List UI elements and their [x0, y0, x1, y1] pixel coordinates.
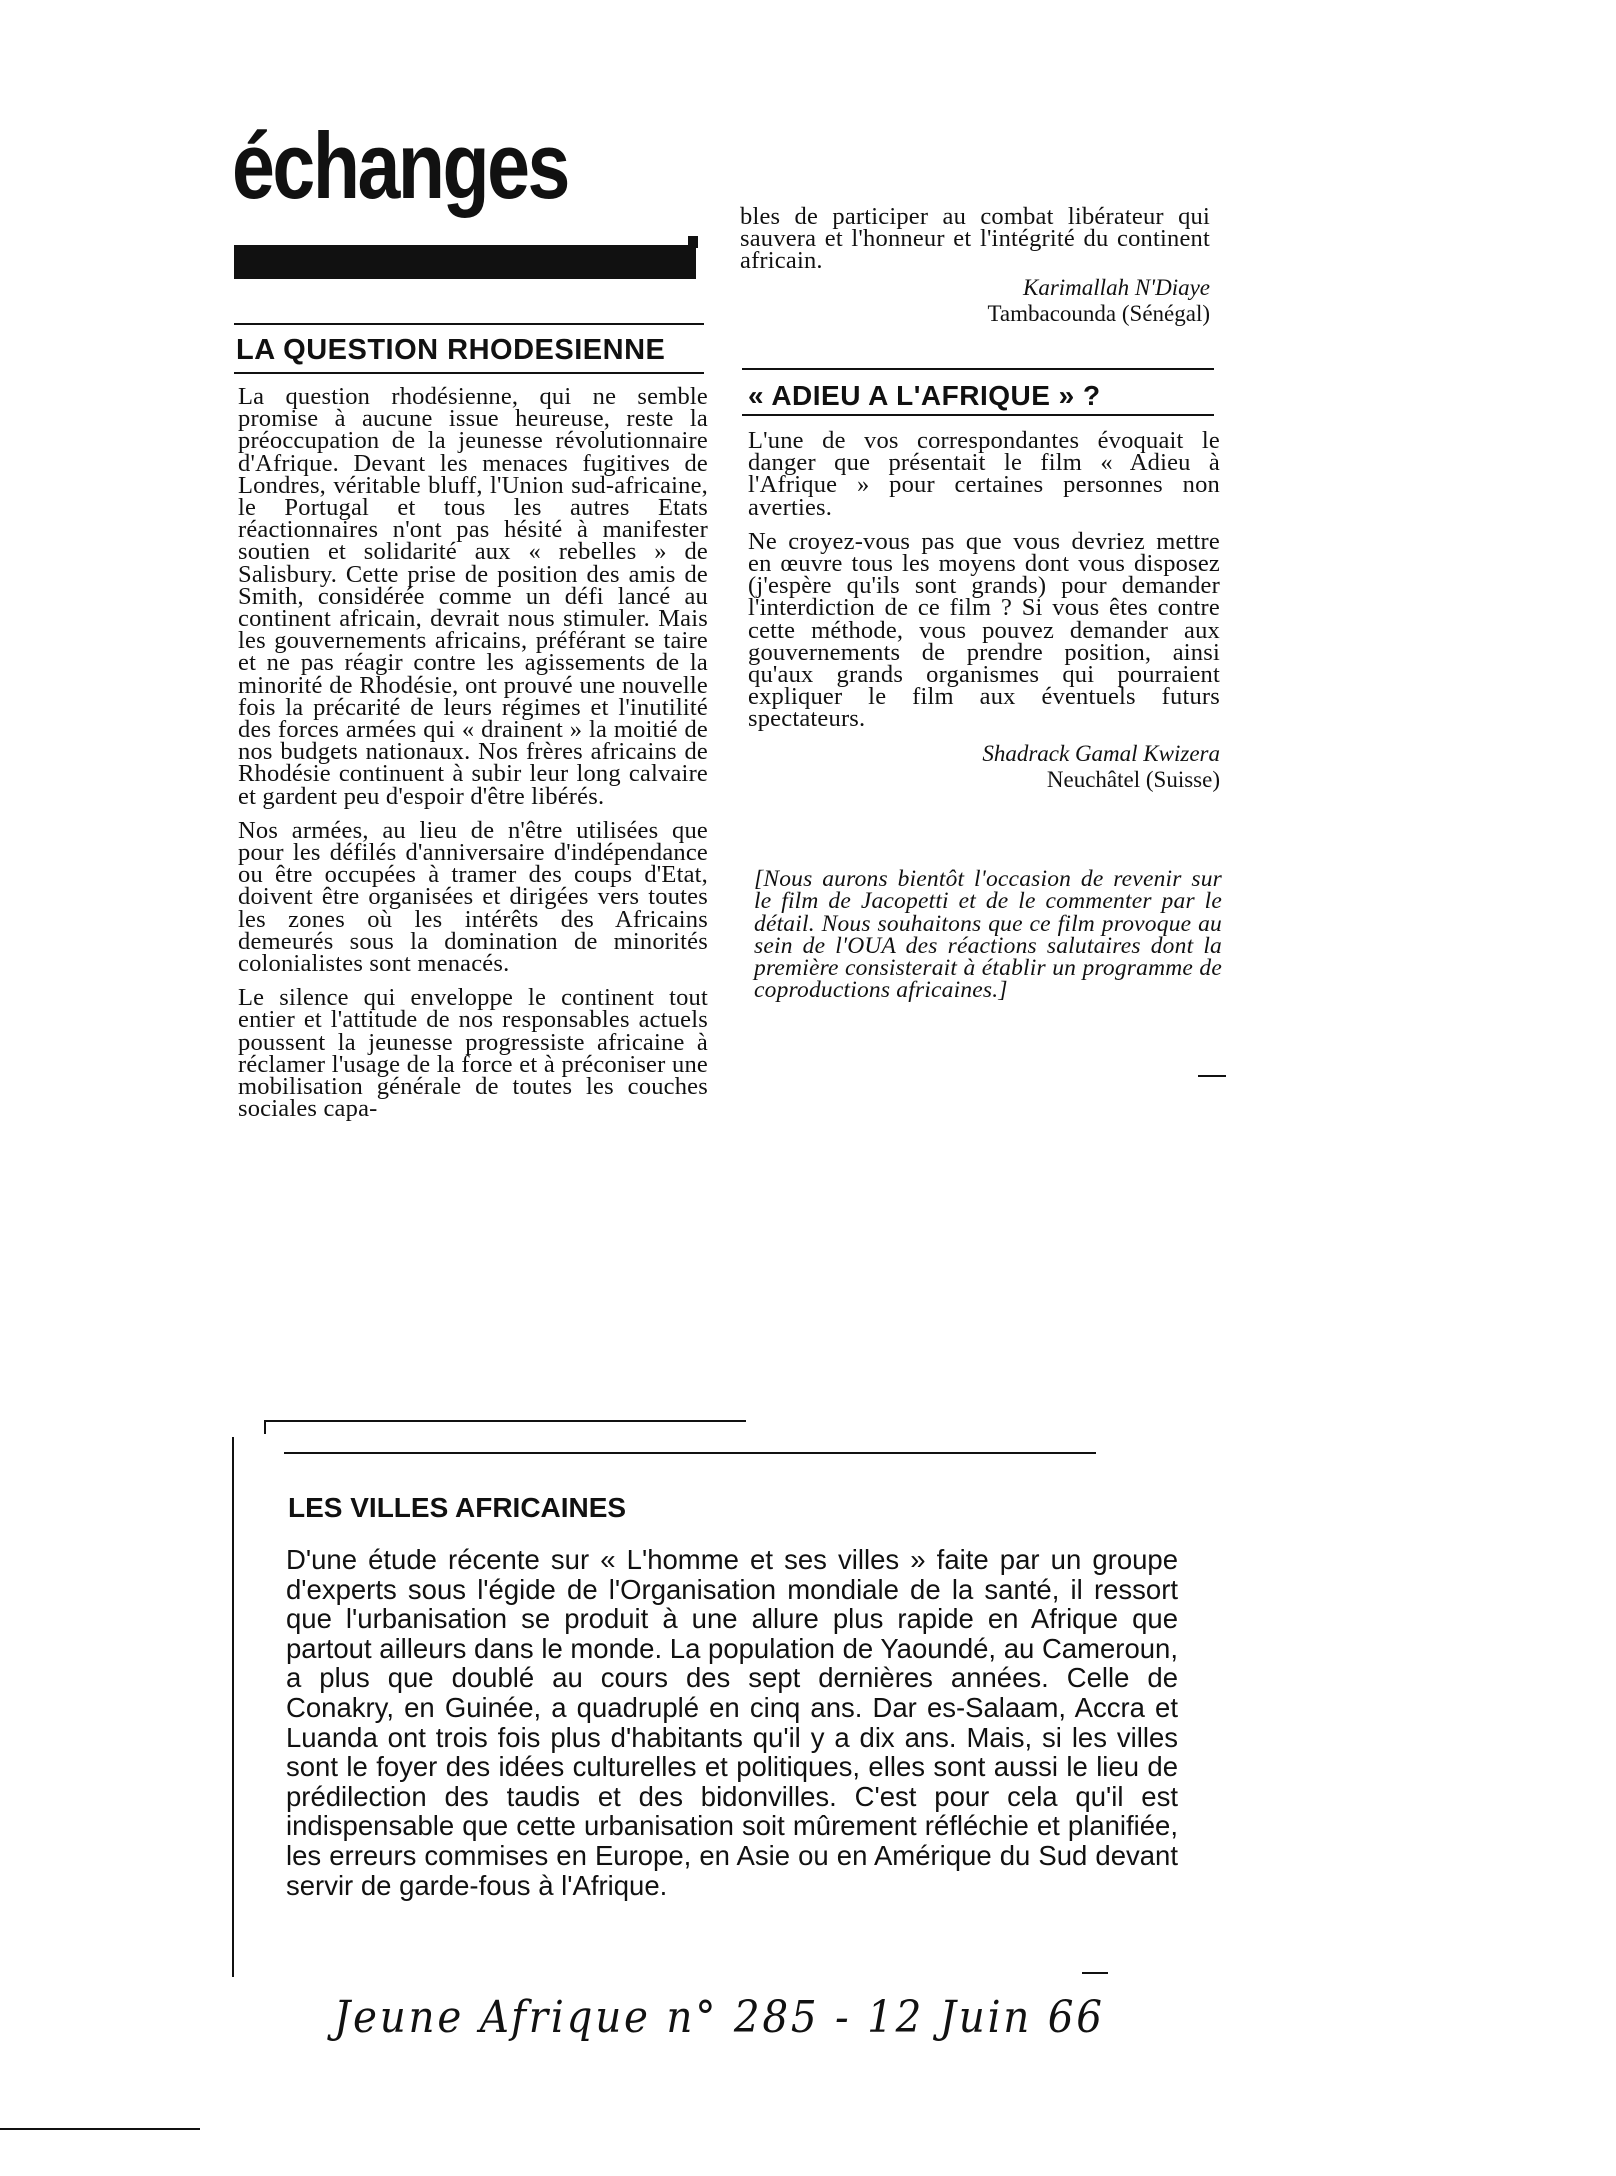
author-signature: Shadrack Gamal Kwizera	[982, 740, 1220, 766]
paragraph: L'une de vos correspondantes évoquait le danger que présentait le film « Adieu à l'Afrique » pour certaines personnes non averties.	[748, 427, 1220, 521]
column-end-tick	[264, 1420, 266, 1434]
paragraph: D'une étude récente sur « L'homme et ses villes » faite par un groupe d'experts sous l'égide de l'Organisation mondiale de la santé, il ressort que l'urbanisation se produit à une allure plus rapide en Afrique que partout ailleurs dans le monde. La population de Yaoundé, au Cameroun, a plus que doublé au cours des sept dernières années. Celle de Conakry, en Guinée, a quadruplé en cinq ans. Dar es-Salaam, Accra et Luanda ont trois fois plus d'habitants qu'il y a dix ans. Mais, si les villes sont le foyer des idées culturelles et politiques, elles sont aussi le lieu de prédilection des taudis et des bidonvilles. C'est pour cela qu'il est indispensable que cette urbanisation soit mûrement réfléchie et planifiée, les erreurs commises en Europe, en Asie ou en Amérique du Sud devant servir de garde-fous à l'Afrique.	[286, 1544, 1178, 1901]
divider	[284, 1452, 1096, 1454]
article-body-villes	[286, 1545, 1178, 1900]
article-continuation-rhodesie	[740, 203, 1210, 327]
article-title-rhodesie: LA QUESTION RHODESIENNE	[236, 334, 666, 366]
paragraph: bles de participer au combat libérateur qui sauvera et l'honneur et l'intégrité du continent africain.	[740, 203, 1210, 275]
section-header	[232, 113, 642, 218]
paragraph: Ne croyez-vous pas que vous devriez mettre en œuvre tous les moyens dont vous disposez (j'espère qu'ils sont grands) pour demander l'interdiction de ce film ? Si vous êtes contre cette méthode, vous pouvez demander aux gouvernements de prendre position, ainsi qu'aux grands organismes qui pourraient expliquer le film aux éventuels futurs spectateurs.	[748, 527, 1220, 733]
editor-note	[754, 868, 1222, 1002]
header-bar	[234, 245, 696, 279]
left-margin-rule	[232, 1437, 234, 1977]
scan-edge-line	[0, 2128, 200, 2130]
handwritten-note: Jeune Afrique n° 285 - 12 Juin 66	[334, 1992, 1105, 2043]
page-title: échanges	[232, 113, 568, 218]
editor-note-text: [Nous aurons bientôt l'occasion de revenir sur le film de Jacopetti et de le commenter par le détail. Nous souhaitons que ce film provoque au sein de l'OUA des réactions salutaires dont la première consisterait à établir un programme de coproductions africaines.]	[754, 866, 1222, 1004]
title-underline	[234, 372, 704, 374]
author-signature: Karimallah N'Diaye	[1023, 274, 1210, 300]
author-place: Neuchâtel (Suisse)	[1046, 766, 1220, 792]
header-bar-notch	[688, 236, 698, 248]
article-title-villes: LES VILLES AFRICAINES	[288, 1492, 627, 1523]
article-body-rhodesie	[238, 383, 708, 1123]
article-body-adieu	[748, 427, 1220, 793]
author-place: Tambacounda (Sénégal)	[987, 300, 1210, 326]
article-title-adieu: « ADIEU A L'AFRIQUE » ?	[748, 380, 1101, 411]
paragraph: Le silence qui enveloppe le continent tout entier et l'attitude de nos responsables actuels poussent la jeunesse progressiste africaine à réclamer l'usage de la force et à préconiser une mobilisation générale de toutes les couches sociales capa-	[238, 984, 708, 1123]
small-dash	[1082, 1972, 1108, 1974]
end-dash	[1198, 1075, 1226, 1077]
paragraph: La question rhodésienne, qui ne semble promise à aucune issue heureuse, reste la préoccupation de la jeunesse révolutionnaire d'Afrique. Devant les menaces fugitives de Londres, véritable bluff, l'Union sud-africaine, le Portugal et tous les autres Etats réactionnaires n'ont pas hésité à manifester soutien et solidarité aux « rebelles » de Salisbury. Cette prise de position des amis de Smith, considérée comme un défi lancé au continent africain, devrait nous stimuler. Mais les gouvernements africains, préférant se taire et ne pas réagir contre les agissements de la minorité de Rhodésie, ont prouvé une nouvelle fois la précarité de leurs régimes et l'inutilité des forces armées qui « drainent » la moitié de nos budgets nationaux. Nos frères africains de Rhodésie continuent à subir leur long calvaire et gardent peu d'espoir d'être libérés.	[238, 383, 708, 810]
divider	[742, 368, 1214, 370]
title-underline	[742, 414, 1214, 416]
paragraph: Nos armées, au lieu de n'être utilisées que pour les défilés d'anniversaire d'indépendance ou être occupées à tramer des coups d'Etat, doivent être organisées et dirigées vers toutes les zones où les intérêts des Africains demeurés sous la domination de minorités colonialistes sont menacés.	[238, 816, 708, 978]
column-end-rule	[264, 1420, 746, 1422]
divider	[234, 323, 704, 325]
